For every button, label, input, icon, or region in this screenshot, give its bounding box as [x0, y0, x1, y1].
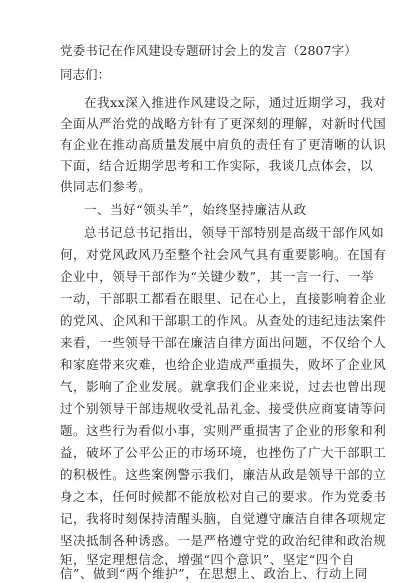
body-line: 总书记总书记指出，领导干部特别是高级干部作风如 [84, 225, 385, 240]
body-line: 记，我将时刻保持清醒头脑，自觉遵守廉洁自律各项规定 [60, 511, 387, 526]
body-line: 坚决抵制各种诱惑。一是严格遵守党的政治纪律和政治规 [60, 533, 387, 548]
body-line: 益，破坏了公平公正的市场环境，也挫伤了广大干部职工 [60, 445, 387, 460]
body-line: 来看，一些领导干部在廉洁自律方面出问题，不仅给个人 [60, 335, 387, 350]
body-line: 矩，坚定理想信念，增强“四个意识”、坚定“四个自 [60, 552, 355, 567]
document-title: 党委书记在作风建设专题研讨会上的发言（2807字） [60, 43, 357, 58]
body-line: 过个别领导干部违规收受礼品礼金、接受供应商宴请等问 [60, 401, 387, 416]
body-line: 和家庭带来灾难，也给企业造成严重损失，败坏了企业风 [60, 357, 387, 372]
body-line: 的积极性。这些案例警示我们，廉洁从政是领导干部的立 [60, 467, 387, 482]
section-heading: 一、当好“领头羊”，始终坚持廉洁从政 [84, 202, 307, 217]
body-line: 一动，干部职工都看在眼里、记在心上，直接影响着企业 [60, 291, 387, 306]
body-line: 身之本，任何时候都不能放松对自己的要求。作为党委书 [60, 489, 387, 504]
body-line: 供同志们参考。 [60, 179, 152, 194]
body-line: 在我xx深入推进作风建设之际，通过近期学习，我对 [84, 95, 387, 110]
body-line: 何，对党风政风乃至整个社会风气具有重要影响。在国有 [60, 247, 387, 262]
greeting: 同志们： [60, 67, 111, 82]
body-line: 信”、做到“两个维护”，在思想上、政治上、行动上同 [60, 566, 368, 581]
body-line: 题。这些行为看似小事，实则严重损害了企业的形象和利 [60, 423, 387, 438]
body-line: 的党风、企风和干部职工的作风。从查处的违纪违法案件 [60, 313, 387, 328]
body-line: 下面，结合近期学思考和工作实际，我谈几点体会，以 [60, 158, 374, 173]
body-line: 有企业在推动高质量发展中肩负的责任有了更清晰的认识 [60, 137, 387, 152]
body-line: 气，影响了企业发展。就拿我们企业来说，过去也曾出现 [60, 379, 387, 394]
body-line: 全面从严治党的战略方针有了更深刻的理解，对新时代国 [60, 116, 387, 131]
body-line: 企业中，领导干部作为“关键少数”，其一言一行、一举 [60, 269, 375, 284]
